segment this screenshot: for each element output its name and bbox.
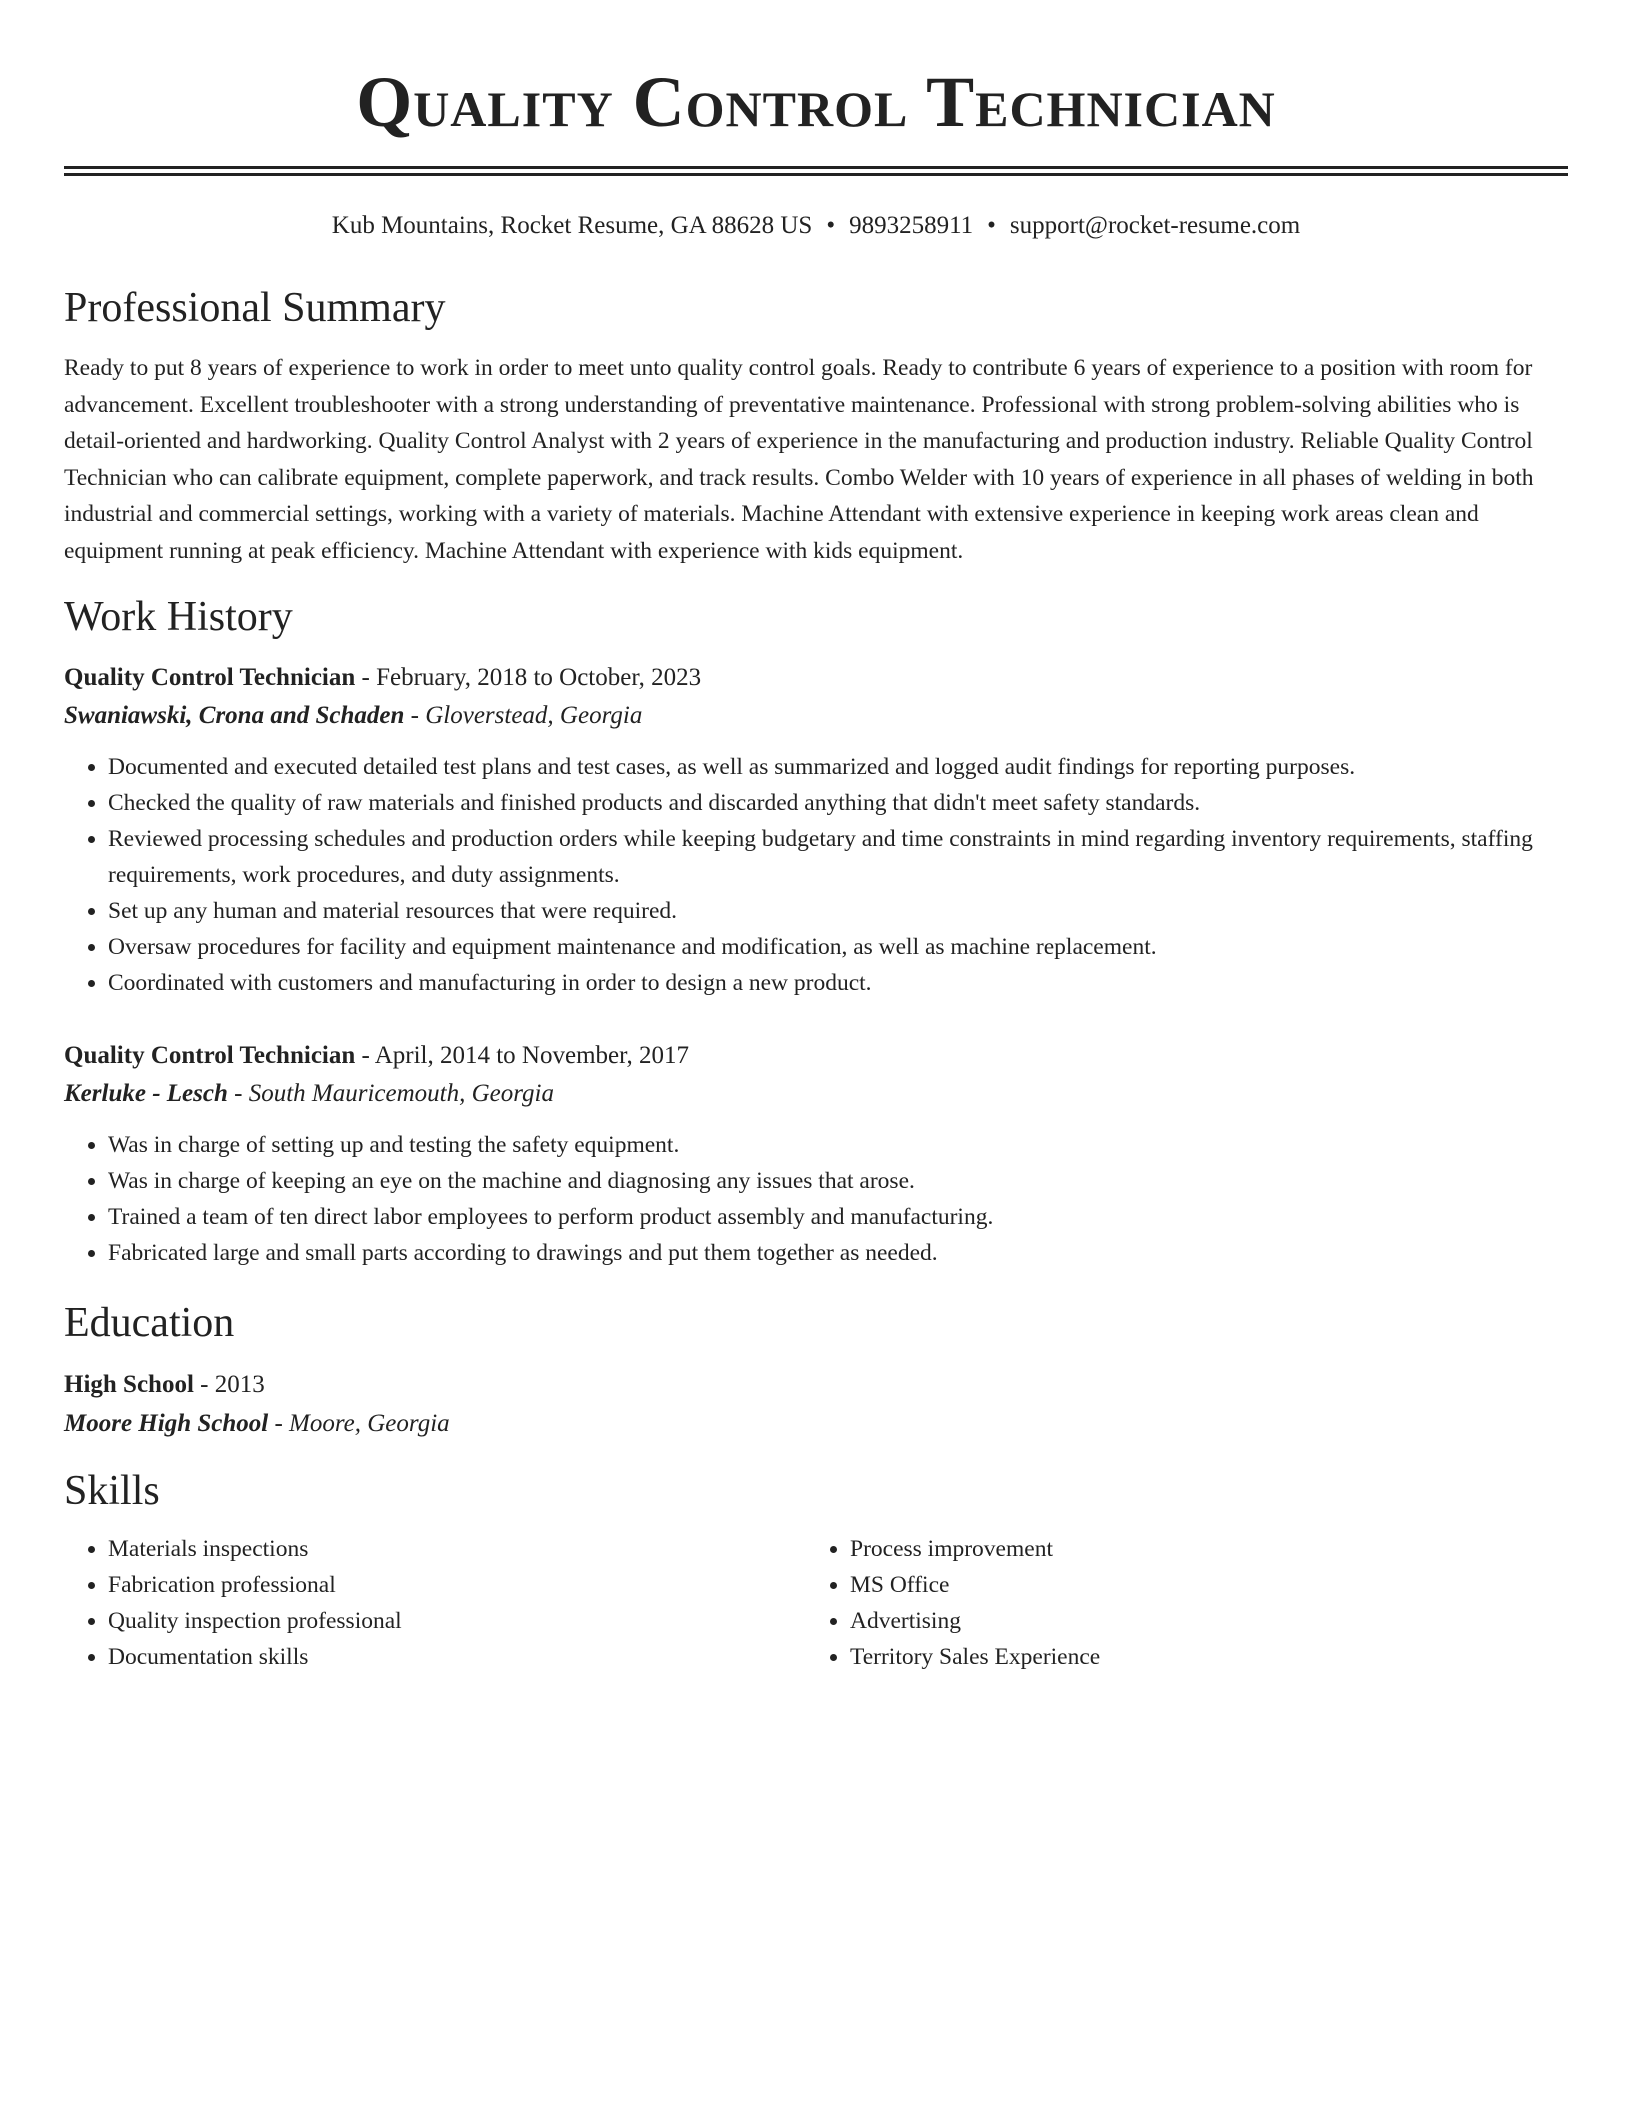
job-duty-item: • Trained a team of ten direct labor employees to perform product assembly and manufacturing. bbox=[108, 1199, 1568, 1235]
contact-separator: • bbox=[826, 212, 836, 239]
job-dates: - February, 2018 to October, 2023 bbox=[355, 664, 702, 691]
skill-item: • Documentation skills bbox=[108, 1639, 806, 1675]
job-duty-item: • Reviewed processing schedules and production orders while keeping budgetary and time constraints in mind regarding inventory requirements, staffing requirements, work procedures, and duty assignments. bbox=[108, 821, 1568, 893]
resume-name-title: Quality Control Technician bbox=[356, 62, 1276, 142]
job-entry bbox=[64, 1037, 1568, 1271]
job-employer bbox=[64, 1075, 1568, 1113]
job-duty-item: • Set up any human and material resources that were required. bbox=[108, 893, 1568, 929]
job-duty-item: • Coordinated with customers and manufacturing in order to design a new product. bbox=[108, 965, 1568, 1001]
job-duty-item: • Was in charge of keeping an eye on the machine and diagnosing any issues that arose. bbox=[108, 1163, 1568, 1199]
contact-address: Kub Mountains, Rocket Resume, GA 88628 US bbox=[331, 212, 813, 239]
skill-item: • Fabrication professional bbox=[108, 1567, 806, 1603]
education-year: - 2013 bbox=[193, 1371, 265, 1398]
education-degree-line bbox=[64, 1365, 1568, 1405]
skill-item: • Territory Sales Experience bbox=[850, 1639, 1548, 1675]
education-school: Moore High School bbox=[64, 1410, 269, 1437]
job-company: Swaniawski, Crona and Schaden bbox=[64, 702, 405, 729]
skill-item: • Quality inspection professional bbox=[108, 1603, 806, 1639]
contact-email: support@rocket-resume.com bbox=[1009, 212, 1301, 239]
skill-item: • MS Office bbox=[850, 1567, 1548, 1603]
job-location: - South Mauricemouth, Georgia bbox=[227, 1080, 554, 1107]
job-location: - Gloverstead, Georgia bbox=[404, 702, 643, 729]
summary-text: Ready to put 8 years of experience to work in order to meet unto quality control goals. Ready to contribute 6 years of experience to a position with room for advancement. Excellent troubleshooter with a strong understanding of preventative maintenance. Professional with strong problem-solving abilities who is detail-oriented and hardworking. Quality Control Analyst with 2 years of experience in the manufacturing and production industry. Reliable Quality Control Technician who can calibrate equipment, complete paperwork, and track results. Combo Welder with 10 years of experience in all phases of welding in both industrial and commercial settings, working with a variety of materials. Machine Attendant with extensive experience in keeping work areas clean and equipment running at peak efficiency. Machine Attendant with experience with kids equipment. bbox=[64, 355, 1534, 564]
skill-item: • Materials inspections bbox=[108, 1531, 806, 1567]
education-degree: High School bbox=[64, 1371, 194, 1398]
skill-item: • Advertising bbox=[850, 1603, 1548, 1639]
skills-list-left bbox=[64, 1531, 806, 1675]
education-entry bbox=[64, 1365, 1568, 1443]
work-history-heading: Work History bbox=[64, 594, 293, 640]
job-role: Quality Control Technician bbox=[64, 664, 356, 691]
contact-separator: • bbox=[987, 212, 996, 239]
education-location: - Moore, Georgia bbox=[268, 1410, 450, 1437]
contact-phone: 9893258911 bbox=[849, 212, 974, 239]
job-duty-item: • Documented and executed detailed test plans and test cases, as well as summarized and logged audit findings for reporting purposes. bbox=[108, 749, 1568, 785]
job-duties-list bbox=[64, 1127, 1568, 1271]
education-heading: Education bbox=[64, 1300, 235, 1346]
education-school-line bbox=[64, 1405, 1568, 1443]
job-header bbox=[64, 1037, 1568, 1075]
job-duty-item: • Was in charge of setting up and testing the safety equipment. bbox=[108, 1127, 1568, 1163]
header-double-rule bbox=[64, 166, 1568, 176]
job-duty-item: • Checked the quality of raw materials and finished products and discarded anything that didn't meet safety standards. bbox=[108, 785, 1568, 821]
job-company: Kerluke - Lesch bbox=[64, 1080, 228, 1107]
job-employer bbox=[64, 697, 1568, 735]
skills-heading: Skills bbox=[64, 1468, 160, 1514]
job-duty-item: • Fabricated large and small parts according to drawings and put them together as needed. bbox=[108, 1235, 1568, 1271]
job-entry bbox=[64, 659, 1568, 1001]
skills-list-right bbox=[806, 1531, 1548, 1675]
skill-item: • Process improvement bbox=[850, 1531, 1548, 1567]
job-dates: - April, 2014 to November, 2017 bbox=[355, 1042, 689, 1069]
job-header bbox=[64, 659, 1568, 697]
summary-heading: Professional Summary bbox=[64, 285, 446, 331]
skills-columns bbox=[64, 1531, 1568, 1675]
contact-line bbox=[64, 210, 1568, 242]
job-duties-list bbox=[64, 749, 1568, 1001]
job-role: Quality Control Technician bbox=[64, 1042, 356, 1069]
job-duty-item: • Oversaw procedures for facility and equipment maintenance and modification, as well as machine replacement. bbox=[108, 929, 1568, 965]
